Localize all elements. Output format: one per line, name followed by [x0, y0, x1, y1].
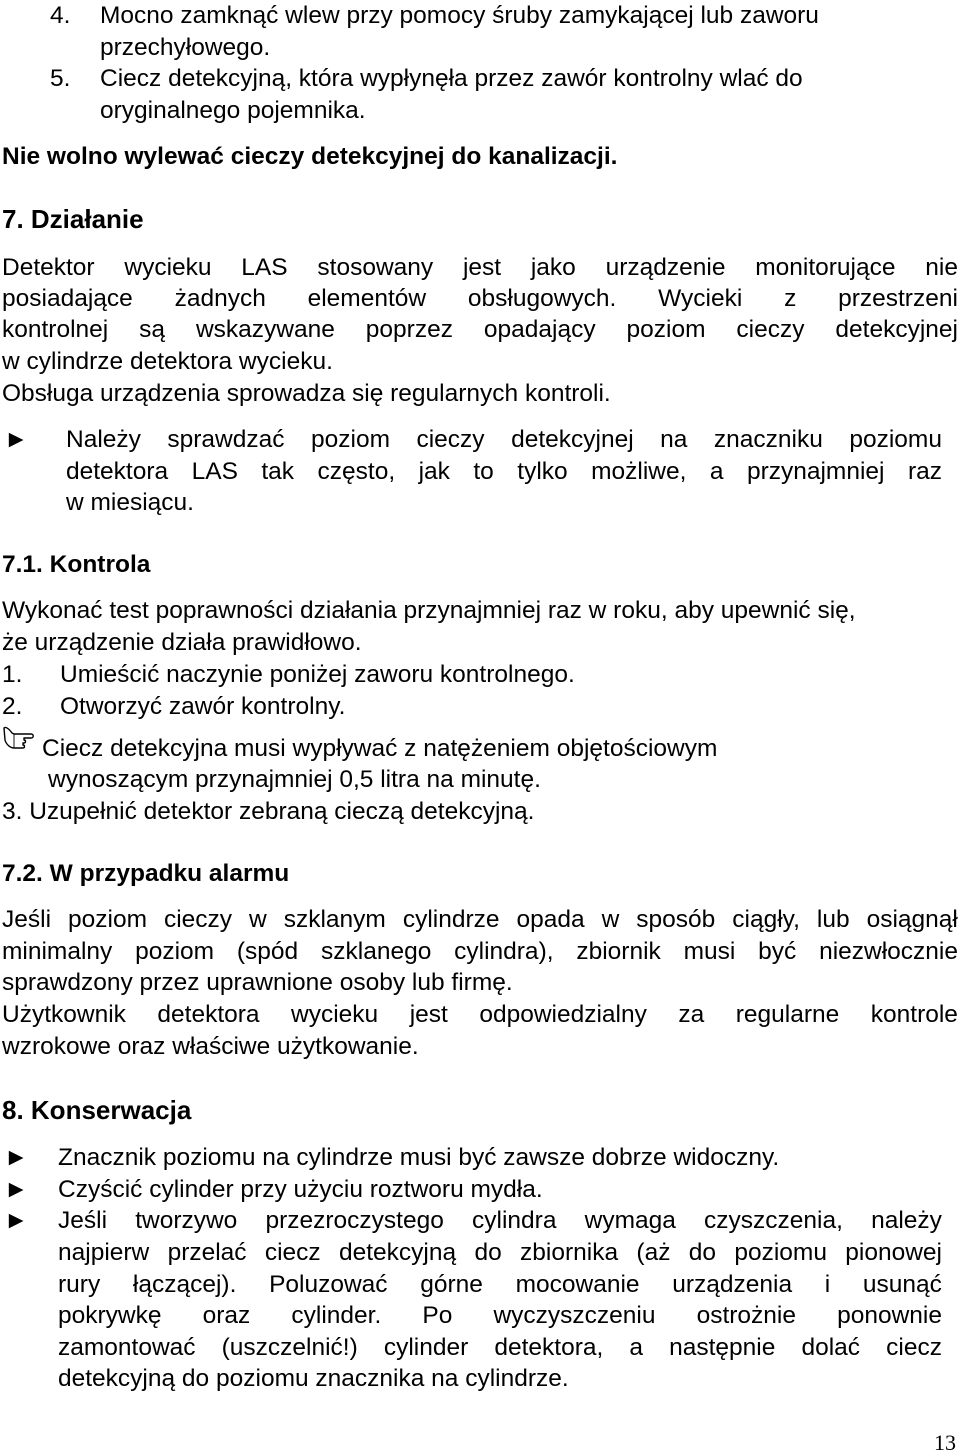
word: być [758, 938, 797, 965]
word: dolać [801, 1334, 861, 1361]
word: wycieku [124, 254, 212, 281]
bullet-line [66, 428, 942, 453]
word: szklanym [283, 906, 386, 933]
word: osiągnął [866, 906, 958, 933]
word: za [678, 1001, 705, 1028]
word: wycieku [291, 1001, 379, 1028]
step-text: Otworzyć zawór kontrolny. [60, 693, 346, 720]
pointing-hand-icon [2, 722, 38, 752]
word: cylindra [472, 1207, 557, 1234]
bullet-marker: ► [4, 1144, 29, 1171]
word: Poluzować [269, 1271, 388, 1298]
paragraph-line [2, 287, 958, 312]
word: raz [907, 458, 942, 485]
word: cylindrze [402, 906, 500, 933]
word: ciecz [886, 1334, 942, 1361]
word: cieczy [736, 316, 805, 343]
warning-text: Nie wolno wylewać cieczy detekcyjnej do kanalizacji. [2, 143, 618, 170]
paragraph-line: Obsługa urządzenia sprowadza się regularnych kontroli. [2, 380, 611, 407]
word: elementów [307, 285, 427, 312]
word: regularne [735, 1001, 840, 1028]
word: detektora [66, 458, 169, 485]
bullet-line: Czyścić cylinder przy użyciu roztworu mydła. [58, 1176, 543, 1203]
paragraph-line: że urządzenie działa prawidłowo. [2, 629, 362, 656]
word: cylinder [383, 1334, 469, 1361]
word: jako [530, 254, 576, 281]
word: poziomu [849, 426, 942, 453]
bullet-marker: ► [4, 1176, 29, 1203]
list-item-text: Mocno zamknąć wlew przy pomocy śruby zamykającej lub zaworu [100, 2, 819, 29]
word: jest [409, 1001, 448, 1028]
word: minimalny [2, 938, 113, 965]
list-number: 5. [50, 65, 71, 92]
word: detektora [157, 1001, 260, 1028]
word: (uszczelnić!) [221, 1334, 358, 1361]
word: ostrożnie [696, 1302, 796, 1329]
word: łączącej). [132, 1271, 237, 1298]
word: do [688, 1239, 717, 1266]
word: nie [925, 254, 958, 281]
word: zbiornik [576, 938, 661, 965]
word: cylinder. [291, 1302, 382, 1329]
word: lub [816, 906, 850, 933]
word: na [660, 426, 688, 453]
section-heading: 8. Konserwacja [2, 1095, 192, 1125]
paragraph-line [2, 256, 958, 281]
word: wymaga [584, 1207, 676, 1234]
word: cylindra), [454, 938, 554, 965]
list-item-text: oryginalnego pojemnika. [100, 97, 366, 124]
word: szklanego [321, 938, 432, 965]
word: zamontować [58, 1334, 196, 1361]
word: Jeśli [2, 906, 52, 933]
word: przestrzeni [838, 285, 958, 312]
word: Należy [66, 426, 141, 453]
word: najpierw [58, 1239, 150, 1266]
bullet-marker: ► [4, 426, 29, 453]
paragraph-line [2, 940, 958, 965]
word: w [601, 906, 620, 933]
section-heading: 7.2. W przypadku alarmu [2, 860, 290, 887]
bullet-line: Znacznik poziomu na cylindrze musi być zawsze dobrze widoczny. [58, 1144, 780, 1171]
word: obsługowych. [467, 285, 617, 312]
bullet-line [58, 1273, 942, 1298]
word: musi [683, 938, 736, 965]
word: monitorujące [755, 254, 896, 281]
word: to [473, 458, 494, 485]
section-heading: 7. Działanie [2, 204, 144, 234]
word: kontrolnej [2, 316, 109, 343]
word: detekcyjnej [835, 316, 958, 343]
word: rury [58, 1271, 101, 1298]
word: opada [516, 906, 585, 933]
paragraph-line [2, 1003, 958, 1028]
word: czyszczenia, [704, 1207, 843, 1234]
word: jest [462, 254, 502, 281]
word: z [784, 285, 797, 312]
word: ciecz [264, 1239, 321, 1266]
word: tylko [517, 458, 568, 485]
word: LAS [191, 458, 238, 485]
list-item-text: Ciecz detekcyjną, która wypłynęła przez zawór kontrolny wlać do [100, 65, 803, 92]
word: sposób [636, 906, 716, 933]
bullet-line [58, 1209, 942, 1234]
word: należy [871, 1207, 942, 1234]
word: żadnych [174, 285, 266, 312]
page-number: 13 [934, 1430, 956, 1455]
word: cieczy [163, 906, 233, 933]
word: opadający [483, 316, 596, 343]
word: urządzenia [672, 1271, 793, 1298]
word: poziom [626, 316, 706, 343]
word: poziom [68, 906, 147, 933]
step-number: 2. [2, 693, 23, 720]
word: cieczy [416, 426, 485, 453]
step-text: 3. Uzupełnić detektor zebraną cieczą detekcyjną. [2, 798, 535, 825]
word: usunąć [862, 1271, 942, 1298]
bullet-line: w miesiącu. [66, 489, 194, 516]
word: LAS [241, 254, 288, 281]
word: (spód [236, 938, 299, 965]
word: niezwłocznie [819, 938, 958, 965]
paragraph-line: wzrokowe oraz właściwe użytkowanie. [2, 1033, 419, 1060]
word: oraz [202, 1302, 251, 1329]
word: i [824, 1271, 831, 1298]
word: Wycieki [658, 285, 743, 312]
word: tworzywo [135, 1207, 238, 1234]
word: Użytkownik [2, 1001, 126, 1028]
word: posiadające [2, 285, 133, 312]
word: stosowany [317, 254, 434, 281]
word: detekcyjną [339, 1239, 457, 1266]
word: przynajmniej [746, 458, 885, 485]
word: w [249, 906, 267, 933]
word: są [139, 316, 166, 343]
word: kontrole [870, 1001, 958, 1028]
bullet-line [58, 1304, 942, 1329]
word: pokrywkę [58, 1302, 162, 1329]
paragraph-line [2, 318, 958, 343]
word: (aż [636, 1239, 671, 1266]
paragraph-line [2, 908, 958, 933]
bullet-line [58, 1336, 942, 1361]
word: a [629, 1334, 644, 1361]
word: następnie [669, 1334, 776, 1361]
paragraph-line: sprawdzony przez uprawnione osoby lub firmę. [2, 969, 513, 996]
word: przelać [167, 1239, 247, 1266]
word: ponownie [837, 1302, 942, 1329]
note-line: wynoszącym przynajmniej 0,5 litra na minutę. [48, 766, 541, 793]
step-number: 1. [2, 661, 23, 688]
bullet-line: detekcyjną do poziomu znacznika na cylindrze. [58, 1365, 569, 1392]
word: pionowej [845, 1239, 942, 1266]
word: mocowanie [515, 1271, 640, 1298]
word: detektora, [494, 1334, 604, 1361]
word: często, [317, 458, 396, 485]
word: zbiornika [520, 1239, 619, 1266]
word: wyczyszczeniu [493, 1302, 656, 1329]
list-item-text: przechyłowego. [100, 34, 271, 61]
word: Po [422, 1302, 453, 1329]
word: wskazywane [195, 316, 335, 343]
word: detekcyjnej [511, 426, 634, 453]
word: do [474, 1239, 502, 1266]
word: poziomu [734, 1239, 827, 1266]
word: jak [418, 458, 450, 485]
word: urządzenie [605, 254, 726, 281]
word: przezroczystego [265, 1207, 444, 1234]
section-heading: 7.1. Kontrola [2, 551, 151, 578]
word: poziom [135, 938, 215, 965]
bullet-line [58, 1241, 942, 1266]
word: odpowiedzialny [479, 1001, 647, 1028]
word: górne [420, 1271, 483, 1298]
word: możliwe, [591, 458, 687, 485]
note-line: Ciecz detekcyjna musi wypływać z natężeniem objętościowym [42, 735, 718, 762]
word: ciągły, [732, 906, 800, 933]
bullet-marker: ► [4, 1207, 29, 1234]
word: Detektor [2, 254, 95, 281]
word: poprzez [365, 316, 453, 343]
paragraph-line: w cylindrze detektora wycieku. [2, 348, 333, 375]
paragraph-line: Wykonać test poprawności działania przynajmniej raz w roku, aby upewnić się, [2, 597, 856, 624]
word: poziom [311, 426, 390, 453]
list-number: 4. [50, 2, 71, 29]
word: tak [261, 458, 295, 485]
word: sprawdzać [167, 426, 285, 453]
word: a [709, 458, 724, 485]
step-text: Umieścić naczynie poniżej zaworu kontrolnego. [60, 661, 575, 688]
word: znaczniku [713, 426, 823, 453]
word: Jeśli [58, 1207, 108, 1234]
bullet-line [66, 460, 942, 485]
